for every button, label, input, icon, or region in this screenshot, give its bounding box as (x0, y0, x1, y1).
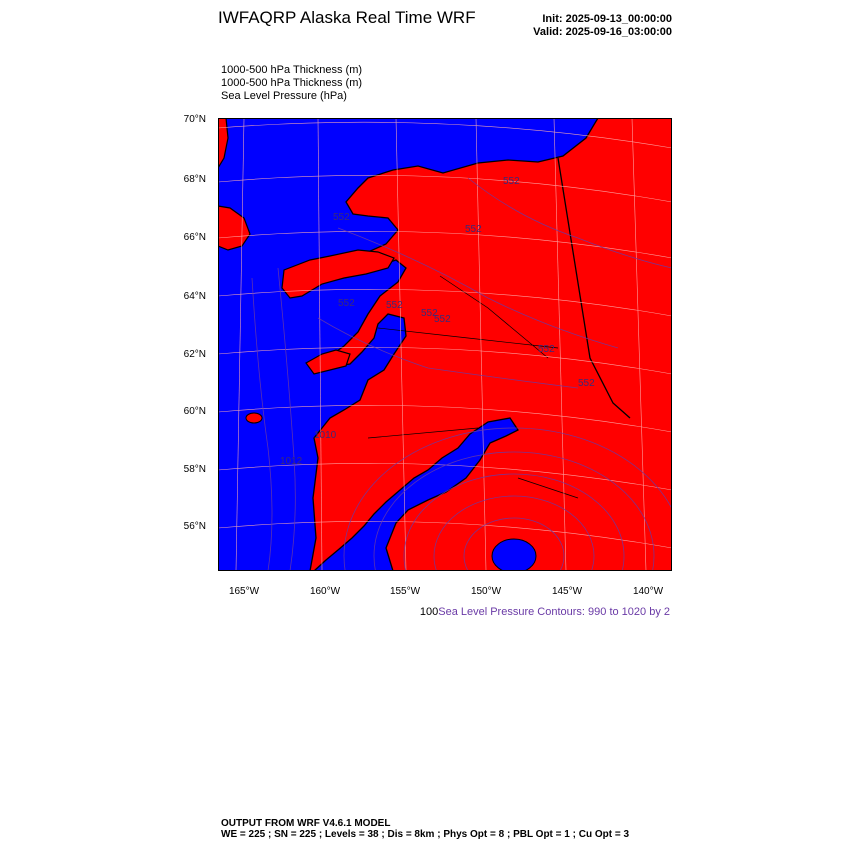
contour-label: 552 (503, 176, 520, 187)
contour-note-text: Sea Level Pressure Contours: 990 to 1020 by 2 (438, 606, 670, 618)
contour-label: 1010 (314, 430, 337, 441)
contour-label: 552 (434, 314, 451, 325)
lat-label-64: 64°N (183, 291, 206, 302)
lat-label-58: 58°N (183, 464, 206, 475)
lat-label-62: 62°N (183, 349, 206, 360)
footer-config-line: WE = 225 ; SN = 225 ; Levels = 38 ; Dis = 8km ; Phys Opt = 8 ; PBL Opt = 1 ; Cu Opt = 3 (221, 829, 630, 840)
field-label-slp: Sea Level Pressure (hPa) (221, 90, 347, 102)
lon-label-150w: 150°W (470, 586, 502, 597)
field-label-thickness-2: 1000-500 hPa Thickness (m) (221, 77, 363, 89)
footer-model-line: OUTPUT FROM WRF V4.6.1 MODEL (221, 818, 391, 829)
lat-label-60: 60°N (183, 406, 206, 417)
lon-label-140w: 140°W (632, 586, 664, 597)
lat-label-70: 70°N (183, 114, 206, 125)
contour-note (420, 606, 670, 618)
lon-label-155w: 155°W (389, 586, 421, 597)
contour-label: 552 (386, 300, 403, 311)
contour-label: 552 (538, 344, 555, 355)
contour-note-prefix: 100 (419, 606, 439, 618)
contour-label: 552 (338, 298, 355, 309)
lon-label-160w: 160°W (309, 586, 341, 597)
lat-label-66: 66°N (183, 232, 206, 243)
lat-label-68: 68°N (183, 174, 206, 185)
low-pressure-center (492, 539, 536, 571)
lon-label-165w: 165°W (228, 586, 260, 597)
contour-label: 552 (421, 308, 438, 319)
contour-label: 552 (465, 224, 482, 235)
field-label-thickness-1: 1000-500 hPa Thickness (m) (221, 64, 363, 76)
nunivak-island (246, 413, 262, 423)
init-time: Init: 2025-09-13_00:00:00 (542, 13, 672, 25)
contour-label: 552 (578, 378, 595, 389)
lon-label-145w: 145°W (551, 586, 583, 597)
plot-title: IWFAQRP Alaska Real Time WRF (218, 8, 476, 27)
contour-label: 552 (333, 212, 350, 223)
valid-time: Valid: 2025-09-16_03:00:00 (533, 26, 672, 38)
alaska-map (218, 118, 672, 571)
lat-label-56: 56°N (183, 521, 206, 532)
contour-label: 1012 (280, 456, 303, 467)
